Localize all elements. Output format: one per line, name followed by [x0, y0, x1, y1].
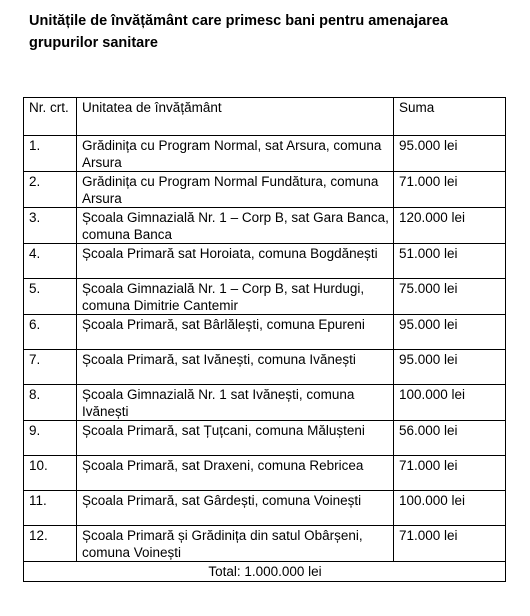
table-row: [24, 491, 506, 526]
row-sum: 56.000 lei: [394, 421, 506, 456]
table-row: [24, 315, 506, 350]
row-nr: 2.: [24, 172, 77, 208]
total-cell: Total: 1.000.000 lei: [24, 562, 506, 582]
row-sum: 120.000 lei: [394, 208, 506, 244]
row-nr: 6.: [24, 315, 77, 350]
row-nr: 3.: [24, 208, 77, 244]
row-nr: 4.: [24, 244, 77, 279]
row-unit: Școala Gimnazială Nr. 1 sat Ivănești, comuna Ivănești: [77, 385, 394, 421]
row-unit: Școala Primară, sat Bârlălești, comuna Epureni: [77, 315, 394, 350]
row-nr: 11.: [24, 491, 77, 526]
column-header-unit: Unitatea de învățământ: [77, 98, 394, 136]
row-unit: Școala Gimnazială Nr. 1 – Corp B, sat Hurdugi, comuna Dimitrie Cantemir: [77, 279, 394, 315]
row-nr: 8.: [24, 385, 77, 421]
row-sum: 71.000 lei: [394, 456, 506, 491]
table-row: [24, 456, 506, 491]
row-unit: Școala Primară, sat Gârdești, comuna Voinești: [77, 491, 394, 526]
table-header-row: [24, 98, 506, 136]
table-row: [24, 350, 506, 385]
row-sum: 71.000 lei: [394, 526, 506, 562]
row-sum: 95.000 lei: [394, 315, 506, 350]
row-sum: 51.000 lei: [394, 244, 506, 279]
document-title: Unitățile de învățământ care primesc bani pentru amenajarea grupurilor sanitare: [29, 13, 449, 51]
table-row: [24, 208, 506, 244]
funding-table: [23, 97, 506, 582]
row-sum: 75.000 lei: [394, 279, 506, 315]
table-row: [24, 279, 506, 315]
row-unit: Școala Primară sat Horoiata, comuna Bogdănești: [77, 244, 394, 279]
row-nr: 9.: [24, 421, 77, 456]
row-unit: Grădinița cu Program Normal, sat Arsura, comuna Arsura: [77, 136, 394, 172]
row-unit: Școala Primară, sat Țuțcani, comuna Mălușteni: [77, 421, 394, 456]
column-header-nr: Nr. crt.: [24, 98, 77, 136]
row-sum: 100.000 lei: [394, 385, 506, 421]
row-unit: Școala Primară, sat Ivănești, comuna Ivănești: [77, 350, 394, 385]
table-row: [24, 244, 506, 279]
row-unit: Grădinița cu Program Normal Fundătura, comuna Arsura: [77, 172, 394, 208]
row-nr: 5.: [24, 279, 77, 315]
row-nr: 1.: [24, 136, 77, 172]
row-nr: 12.: [24, 526, 77, 562]
table-row: [24, 172, 506, 208]
row-sum: 95.000 lei: [394, 136, 506, 172]
row-nr: 10.: [24, 456, 77, 491]
total-row: [24, 562, 506, 582]
table-row: [24, 421, 506, 456]
table-row: [24, 526, 506, 562]
row-unit: Școala Primară, sat Draxeni, comuna Rebricea: [77, 456, 394, 491]
row-unit: Școala Gimnazială Nr. 1 – Corp B, sat Gara Banca, comuna Banca: [77, 208, 394, 244]
table-row: [24, 385, 506, 421]
row-sum: 71.000 lei: [394, 172, 506, 208]
row-unit: Școala Primară și Grădinița din satul Obârșeni, comuna Voinești: [77, 526, 394, 562]
column-header-sum: Suma: [394, 98, 506, 136]
table-row: [24, 136, 506, 172]
row-nr: 7.: [24, 350, 77, 385]
row-sum: 95.000 lei: [394, 350, 506, 385]
row-sum: 100.000 lei: [394, 491, 506, 526]
